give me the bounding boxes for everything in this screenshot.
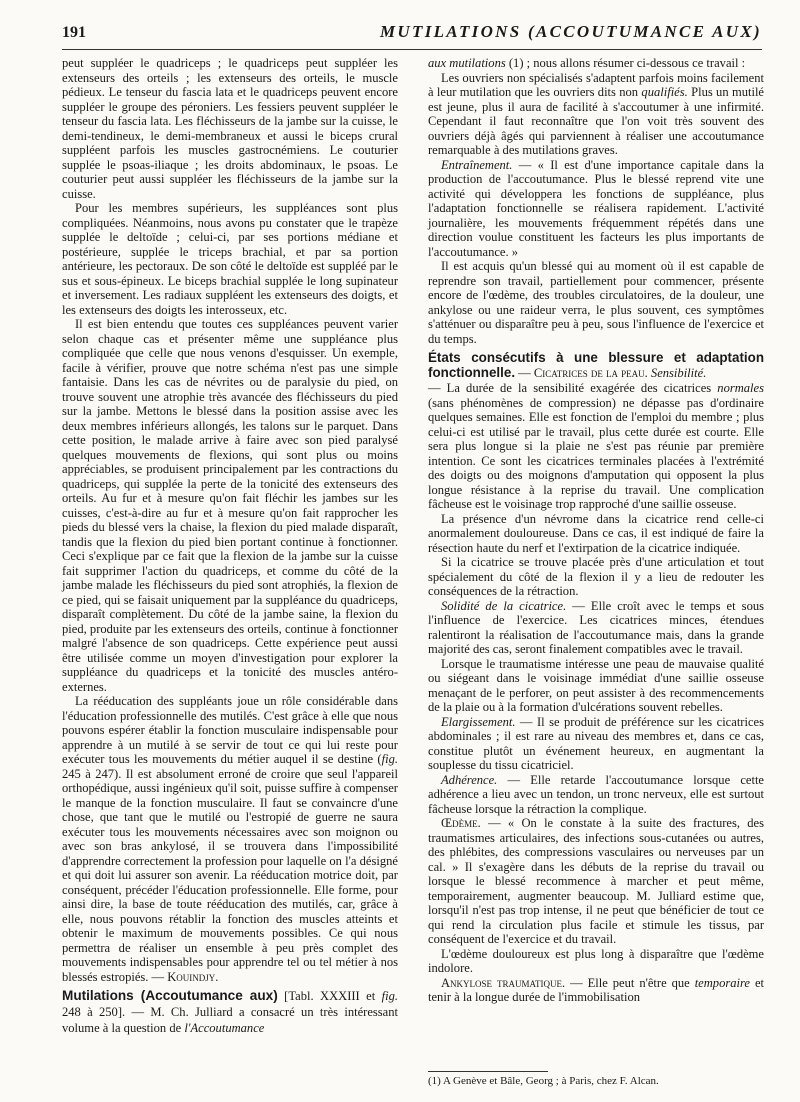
paragraph: La présence d'un névrome dans la cicatrice rend celle-ci anormalement douloureuse. Dans ce cas, il est indiqué de faire la résection haute du nerf et l'extirpation de la cicatrice indiquée. <box>428 511 764 555</box>
paragraph: L'œdème douloureux est plus long à disparaître que l'œdème indolore. <box>428 946 764 975</box>
section-label: Entraînement. <box>441 157 513 172</box>
article-title: Mutilations (Accoutumance aux) <box>62 988 278 1003</box>
paragraph: Si la cicatrice se trouve placée près d'une articulation et tout spécialement du côté de la flexion il y a lieu de redouter les conséquences de la rétraction. <box>428 555 764 598</box>
footnote-rule <box>428 1071 548 1072</box>
paragraph: — La durée de la sensibilité exagérée des cicatrices normales (sans phénomènes de compression) ne dépasse pas d'ordinaire quelques semaines. Elle est fonction de l'emploi du membre ; plus celui-ci est utilisé par le travail, plus cette durée est courte. Elle sera plus longue si la plaie ne s'est pas réunie par première intention. Ce sont les cicatrices terminales placées à l'extrémité des doigts ou des moignons d'amputation qui opposent la plus longue résistance à la reprise du travail. Une complication fâcheuse est le voisinage trop rapproché d'une saillie osseuse. <box>428 381 764 511</box>
running-title: MUTILATIONS (ACCOUTUMANCE AUX) <box>380 22 762 41</box>
paragraph: Œdème. — « On le constate à la suite des fractures, des traumatismes articulaires, des infections sous-cutanées ou autres, des phlébites, des compressions vasculaires ou nerveuses par un cal. » Il s'exagère dans les débuts de la reprise du travail ou lorsque le blessé recommence à marcher et peut même, temporairement, augmenter beaucoup. M. Julliard estime que, lorsqu'il n'est pas trop intense, il ne peut que bénéficier de tout ce qui rend la circulation plus facile et stimule les tissus, par conséquent de l'exercice et du travail. <box>428 816 764 946</box>
section-label: Solidité de la cicatrice. <box>441 598 567 613</box>
paragraph: aux mutilations (1) ; nous allons résumer ci-dessous ce travail : <box>428 56 746 70</box>
paragraph: Ankylose traumatique. — Elle peut n'être que temporaire et tenir à la longue durée de l'immobilisation <box>428 975 764 1004</box>
paragraph: Il est acquis qu'un blessé qui au moment où il est capable de reprendre son travail, partiellement pour commencer, présente encore de l'œdème, des troubles circulatoires, de la douleur, une ankylose ou une raideur verra, le plus souvent, ces symptômes s'atténuer ou disparaître peu à peu, sous l'influence de l'exercice et du temps. <box>428 259 764 346</box>
article-heading: Mutilations (Accoutumance aux) [Tabl. XXXIII et fig. 248 à 250]. — M. Ch. Julliard a consacré un très intéressant volume à la question de l'Accoutumance <box>62 988 398 1035</box>
section-label: Elargissement. <box>441 714 516 729</box>
paragraph: Elargissement. — Il se produit de préférence sur les cicatrices abdominales ; il est rare au niveau des membres et, dans ce cas, constitue plutôt un événement heureux, en augmentant la souplesse du tissu cicatriciel. <box>428 714 764 772</box>
paragraph: Pour les membres supérieurs, les suppléances sont plus compliquées. Néanmoins, nous avons pu constater que le trapèze supplée le deltoïde ; celui-ci, par ses portions médiane et postérieure, supplée le triceps brachial, et par sa portion antérieure, les pectoraux. De son côté le deltoïde est suppléé par le sus et sous-épineux. Le biceps brachial supplée le long supinateur et inversement. Les radiaux suppléent les extenseurs des doigts, et les extenseurs des doigts les interosseux, etc. <box>62 201 398 317</box>
footnote: (1) A Genève et Bâle, Georg ; à Paris, chez F. Alcan. <box>428 1075 659 1087</box>
paragraph: La rééducation des suppléants joue un rôle considérable dans l'éducation professionnelle des mutilés. C'est grâce à elle que nous pouvons espérer établir la fonction musculaire indispensable pour apprendre à un mutilé à se servir de tout ce qui lui reste pour exécuter tous les mouvements du métier auquel il se destine (fig. 245 à 247). Il est absolument erroné de croire que seul l'appareil orthopédique, aussi ingénieux qu'il soit, puisse suffire à compenser le manque de la fonction musculaire. Il faut se convaincre d'une chose, que tant que le mutilé ou l'estropié de guerre ne saura exécuter tous les mouvements nécessaires avec son moignon ou avec son bras ankylosé, il se trouvera dans l'impossibilité d'apprendre correctement la profession pour laquelle on l'a désigné et qui doit lui assurer son avenir. La rééducation motrice doit, par conséquent, précéder l'éducation professionnelle. Elle forme, pour ainsi dire, la base de toute rééducation des mutilés, car, grâce à elle, nous pouvons rétablir la fonction des muscles atteints et obtenir le maximum de mouvements possibles. Ce qui nous permettra de réaliser un ensemble à peu près complet des mouvements indispensables pour apprendre tel ou tel métier à nos blessés estropiés. — Kouindjy. <box>62 694 398 984</box>
paragraph: peut suppléer le quadriceps ; le quadriceps peut suppléer les extenseurs des orteils ; les extenseurs des orteils, le muscle pédieux. Le tenseur du fascia lata et le quadriceps peuvent encore suppléer le groupe des péroniers. Les fessiers peuvent suppléer le tenseur du fascia lata. Les fléchisseurs de la jambe sur la cuisse, le demi-tendineux, le demi-membraneux et aussi le biceps crural suppléent parfois les muscles gastrocnémiens. Le couturier supplée le psoas-iliaque ; les droits abdominaux, le psoas. Le couturier peut aussi suppléer les fléchisseurs de la jambe sur la cuisse. <box>62 56 398 201</box>
author-signature: Kouindjy. <box>167 969 219 984</box>
page-header <box>62 22 762 48</box>
paragraph: Entraînement. — « Il est d'une importance capitale dans la production de l'accoutumance. Plus le blessé reprend vite une activité qui développera les fonctions de suppléance, plus l'adaptation fonctionnelle se réalisera rapidement. L'activité journalière, les mouvements fréquemment répétés dans une direction voulue constituent les facteurs les plus importants de l'accoutumance. » <box>428 157 764 259</box>
right-column <box>428 56 764 1005</box>
header-rule <box>62 49 762 50</box>
section-label: Ankylose traumatique. <box>441 975 566 990</box>
section-label: Œdème. <box>441 816 481 830</box>
section-heading: États consécutifs à une blessure et adaptation fonctionnelle. — Cicatrices de la peau. Sensibilité. <box>428 350 764 380</box>
section-label: Adhérence. <box>441 772 498 787</box>
left-column <box>62 56 398 1036</box>
paragraph: Il est bien entendu que toutes ces suppléances peuvent varier selon chaque cas et présenter même une suppléance plus compliquée que celle que nous venons d'esquisser. Un exemple, facile à vérifier, prouve que notre schéma n'est pas une simple fantaisie. Dans les cas de névrites ou de paralysie du pied, on trouve souvent une atrophie très avancée des fléchisseurs du pied sur la jambe. Mettons le blessé dans la position assise avec les deux membres inférieurs allongés, les talons sur le parquet. Dans cette position, le malade arrive à faire avec son pied paralysé quelques mouvements de flexions, qui sont plus ou moins appréciables, se produisent principalement par les contractions du quadriceps, qui supplée la perte de la tonicité des extenseurs des orteils. Au fur et à mesure qu'on fait fléchir les jambes sur les cuisses, c'est-à-dire au fur et à mesure qu'on fait rapprocher les pieds du blessé vers la chaise, la flexion du pied malade disparaît, tandis que la flexion du pied bien portant continue à fonctionner. Ceci s'explique par ce fait que la flexion de la jambe sur la cuisse fait supprimer l'action du quadriceps, et comme du côté de la jambe malade les fléchisseurs du pied sont atrophiés, la flexion de ce pied, qui se faisait uniquement par la suppléance du quadriceps, disparaît complètement. Du côté de la jambe saine, la flexion du pied, produite par les extenseurs des orteils, continue à fonctionner malgré l'absence de son quadriceps. Cette expérience peut aussi être utilisée comme un moyen d'investigation pour explorer la suppléance du quadriceps et la tonicité des muscles antéro-externes. <box>62 317 398 694</box>
paragraph: Les ouvriers non spécialisés s'adaptent parfois moins facilement à leur mutilation que les ouvriers dits non qualifiés. Plus un mutilé est jeune, plus il aura de facilité à s'accoutumer à une infirmité. Cependant il faut reconnaître que l'on voit très souvent des ouvriers déjà âgés qui parviennent à réaliser une accoutumance remarquable à des mutilations graves. <box>428 70 764 157</box>
paragraph: Adhérence. — Elle retarde l'accoutumance lorsque cette adhérence a lieu avec un tendon, un tronc nerveux, elle est surtout fâcheuse lorsque la rétraction la complique. <box>428 772 764 816</box>
paragraph: Lorsque le traumatisme intéresse une peau de mauvaise qualité ou siégeant dans le voisinage immédiat d'une saillie osseuse menaçant de le perforer, on peut assister à des recommencements de la plaie ou à la formation d'ulcérations souvent rebelles. <box>428 656 764 714</box>
page-number: 191 <box>62 24 86 41</box>
paragraph: Solidité de la cicatrice. — Elle croît avec le temps et sous l'influence de l'exercice. Les cicatrices minces, étendues ralentiront la réalisation de l'accoutumance mais, dans la grande majorité des cas, seront finalement compatibles avec le travail. <box>428 598 764 656</box>
